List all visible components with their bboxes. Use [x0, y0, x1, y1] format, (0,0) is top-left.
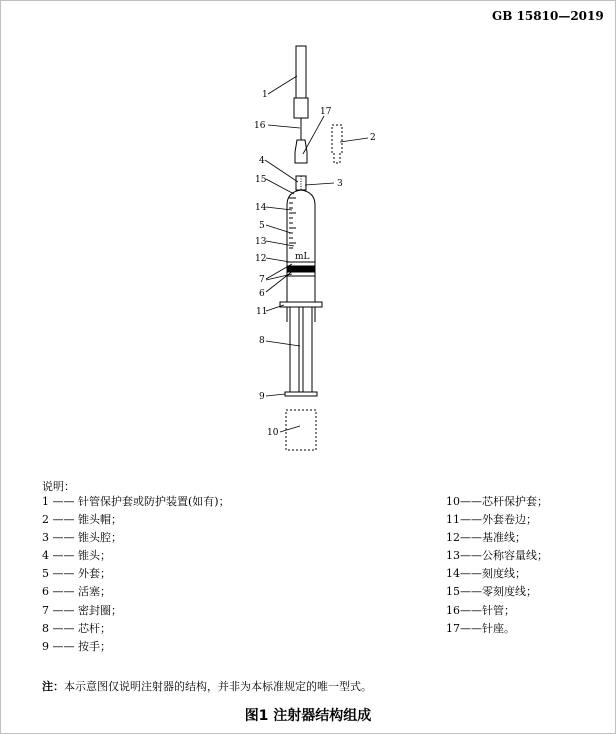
callout-12: 12: [255, 254, 267, 264]
plunger-sleeve: [286, 410, 316, 450]
leader-lines: [265, 76, 368, 432]
thumb-press: [285, 392, 317, 396]
callout-16: 16: [254, 121, 266, 131]
legend-title: 说明：: [42, 480, 75, 493]
callout-6: 6: [259, 289, 265, 299]
callout-10: 10: [267, 428, 279, 438]
legend-item: 3 —— 锥头腔；: [42, 531, 122, 545]
needle-cap: [296, 46, 306, 98]
note-prefix: 注：: [42, 680, 64, 693]
callout-14: 14: [255, 203, 267, 213]
legend-item: 4 —— 锥头；: [42, 549, 111, 563]
legend-item: 11——外套卷边；: [446, 513, 537, 527]
needle-cap-base: [294, 98, 308, 118]
piston: [287, 266, 315, 272]
legend-item: 2 —— 锥头帽；: [42, 513, 122, 527]
cone-cap: [332, 125, 342, 163]
callout-17: 17: [320, 107, 332, 117]
graduation-marks: [289, 198, 296, 248]
legend-item: 16——针管；: [446, 603, 515, 617]
cone-tip: [296, 176, 306, 190]
callout-1: 1: [262, 90, 268, 100]
callout-5: 5: [259, 221, 265, 231]
legend-left-column: [42, 493, 230, 656]
legend-item: 13——公称容量线；: [446, 549, 548, 563]
note-text: 本示意图仅说明注射器的结构，并非为本标准规定的唯一型式。: [64, 680, 372, 693]
callout-9: 9: [259, 392, 265, 402]
callout-4: 4: [259, 156, 265, 166]
legend-item: 6 —— 活塞；: [42, 585, 111, 599]
plunger-rod: [290, 307, 312, 392]
legend-item: 7 —— 密封圈；: [42, 603, 122, 617]
figure-note: [42, 678, 372, 694]
legend-item: 17——针座。: [446, 621, 515, 635]
legend-item: 15——零刻度线；: [446, 585, 537, 599]
legend-item: 5 —— 外套；: [42, 567, 111, 581]
legend-item: 12——基准线；: [446, 531, 526, 545]
legend-right-column: [446, 493, 548, 638]
legend-item: 9 —— 按手；: [42, 639, 111, 653]
callout-7: 7: [259, 275, 265, 285]
callout-8: 8: [259, 336, 265, 346]
needle-hub: [295, 140, 307, 163]
scale-unit: mL: [295, 252, 310, 262]
legend-item: 8 —— 芯杆；: [42, 621, 111, 635]
callout-3: 3: [337, 179, 343, 189]
callout-11: 11: [256, 307, 268, 317]
legend-item: 14——刻度线；: [446, 567, 526, 581]
legend-item: 1 —— 针管保护套或防护装置(如有)；: [42, 495, 230, 508]
callout-13: 13: [255, 237, 267, 247]
legend-item: 10——芯杆保护套；: [446, 495, 548, 508]
figure-caption: 图1 注射器结构组成: [244, 708, 372, 724]
callout-15: 15: [255, 175, 267, 185]
callout-2: 2: [370, 133, 376, 143]
standard-number: GB 15810—2019: [492, 9, 604, 23]
barrel-flange: [280, 302, 322, 307]
